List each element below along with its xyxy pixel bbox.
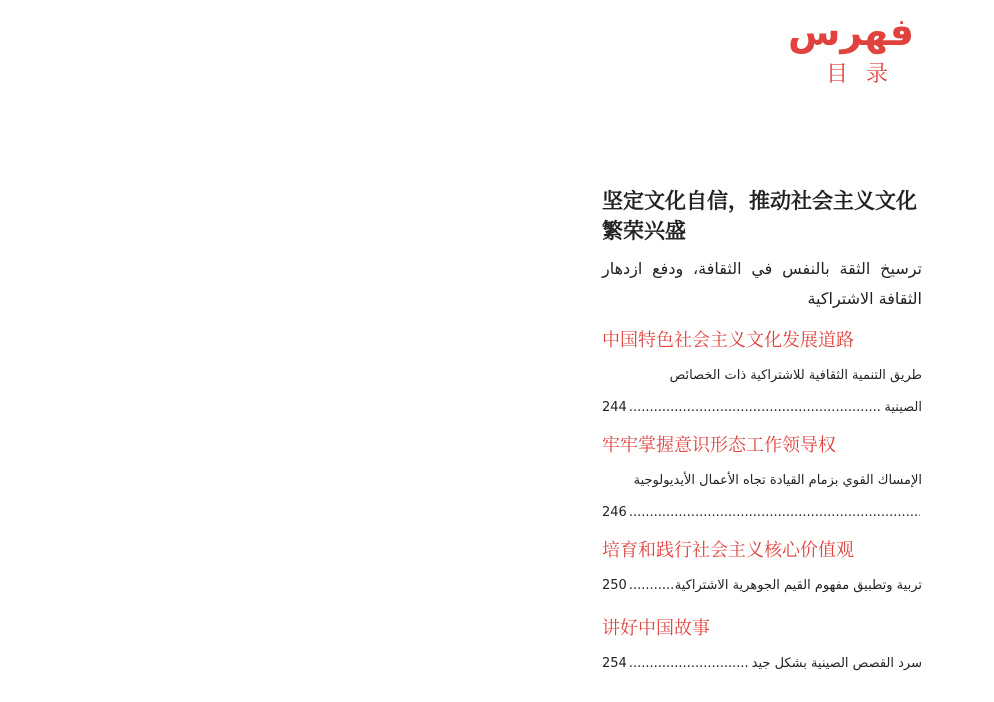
entry-arabic-line: الإمساك القوي بزمام القيادة تجاه الأعمال الأيديولوجية xyxy=(633,473,922,488)
entry-title-chinese: 讲好中国故事 xyxy=(602,618,710,639)
entry-title-chinese: 中国特色社会主义文化发展道路 xyxy=(602,330,854,351)
section-title-chinese: 坚定文化自信，推动社会主义文化繁荣兴盛 xyxy=(602,189,917,243)
entry-title-chinese: 牢牢掌握意识形态工作领导权 xyxy=(602,435,836,456)
toc-title-chinese: 目录 xyxy=(825,62,906,87)
toc-entry[interactable] xyxy=(602,328,922,424)
entry-title-chinese: 培育和践行社会主义核心价值观 xyxy=(602,540,854,561)
entry-title-arabic xyxy=(602,465,922,529)
entry-arabic-line: سرد القصص الصينية بشكل جيد xyxy=(751,656,922,671)
leader-dots xyxy=(629,392,883,424)
toc-entry[interactable] xyxy=(602,538,922,602)
page-number: 246 xyxy=(602,505,627,520)
leader-dots xyxy=(629,648,750,680)
entry-arabic-line: طريق التنمية الثقافية للاشتراكية ذات الخصائص xyxy=(669,368,922,383)
section-title-arabic: ترسيخ الثقة بالنفس في الثقافة، ودفع ازدهار الثقافة الاشتراكية xyxy=(602,259,922,308)
page-number: 244 xyxy=(602,400,627,415)
leader-dots xyxy=(629,497,920,529)
entry-title-arabic xyxy=(602,360,922,424)
toc-entry[interactable] xyxy=(602,616,922,680)
entry-arabic-line: الصينية xyxy=(884,400,922,415)
entry-title-arabic xyxy=(602,570,922,602)
entry-title-arabic xyxy=(602,648,922,680)
page-number: 254 xyxy=(602,656,627,671)
toc-title-arabic: فهرس xyxy=(787,10,914,54)
entry-arabic-line: تربية وتطبيق مفهوم القيم الجوهرية الاشتراكية xyxy=(674,578,922,593)
leader-dots xyxy=(629,570,673,602)
toc-entry[interactable] xyxy=(602,433,922,529)
page-number: 250 xyxy=(602,578,627,593)
